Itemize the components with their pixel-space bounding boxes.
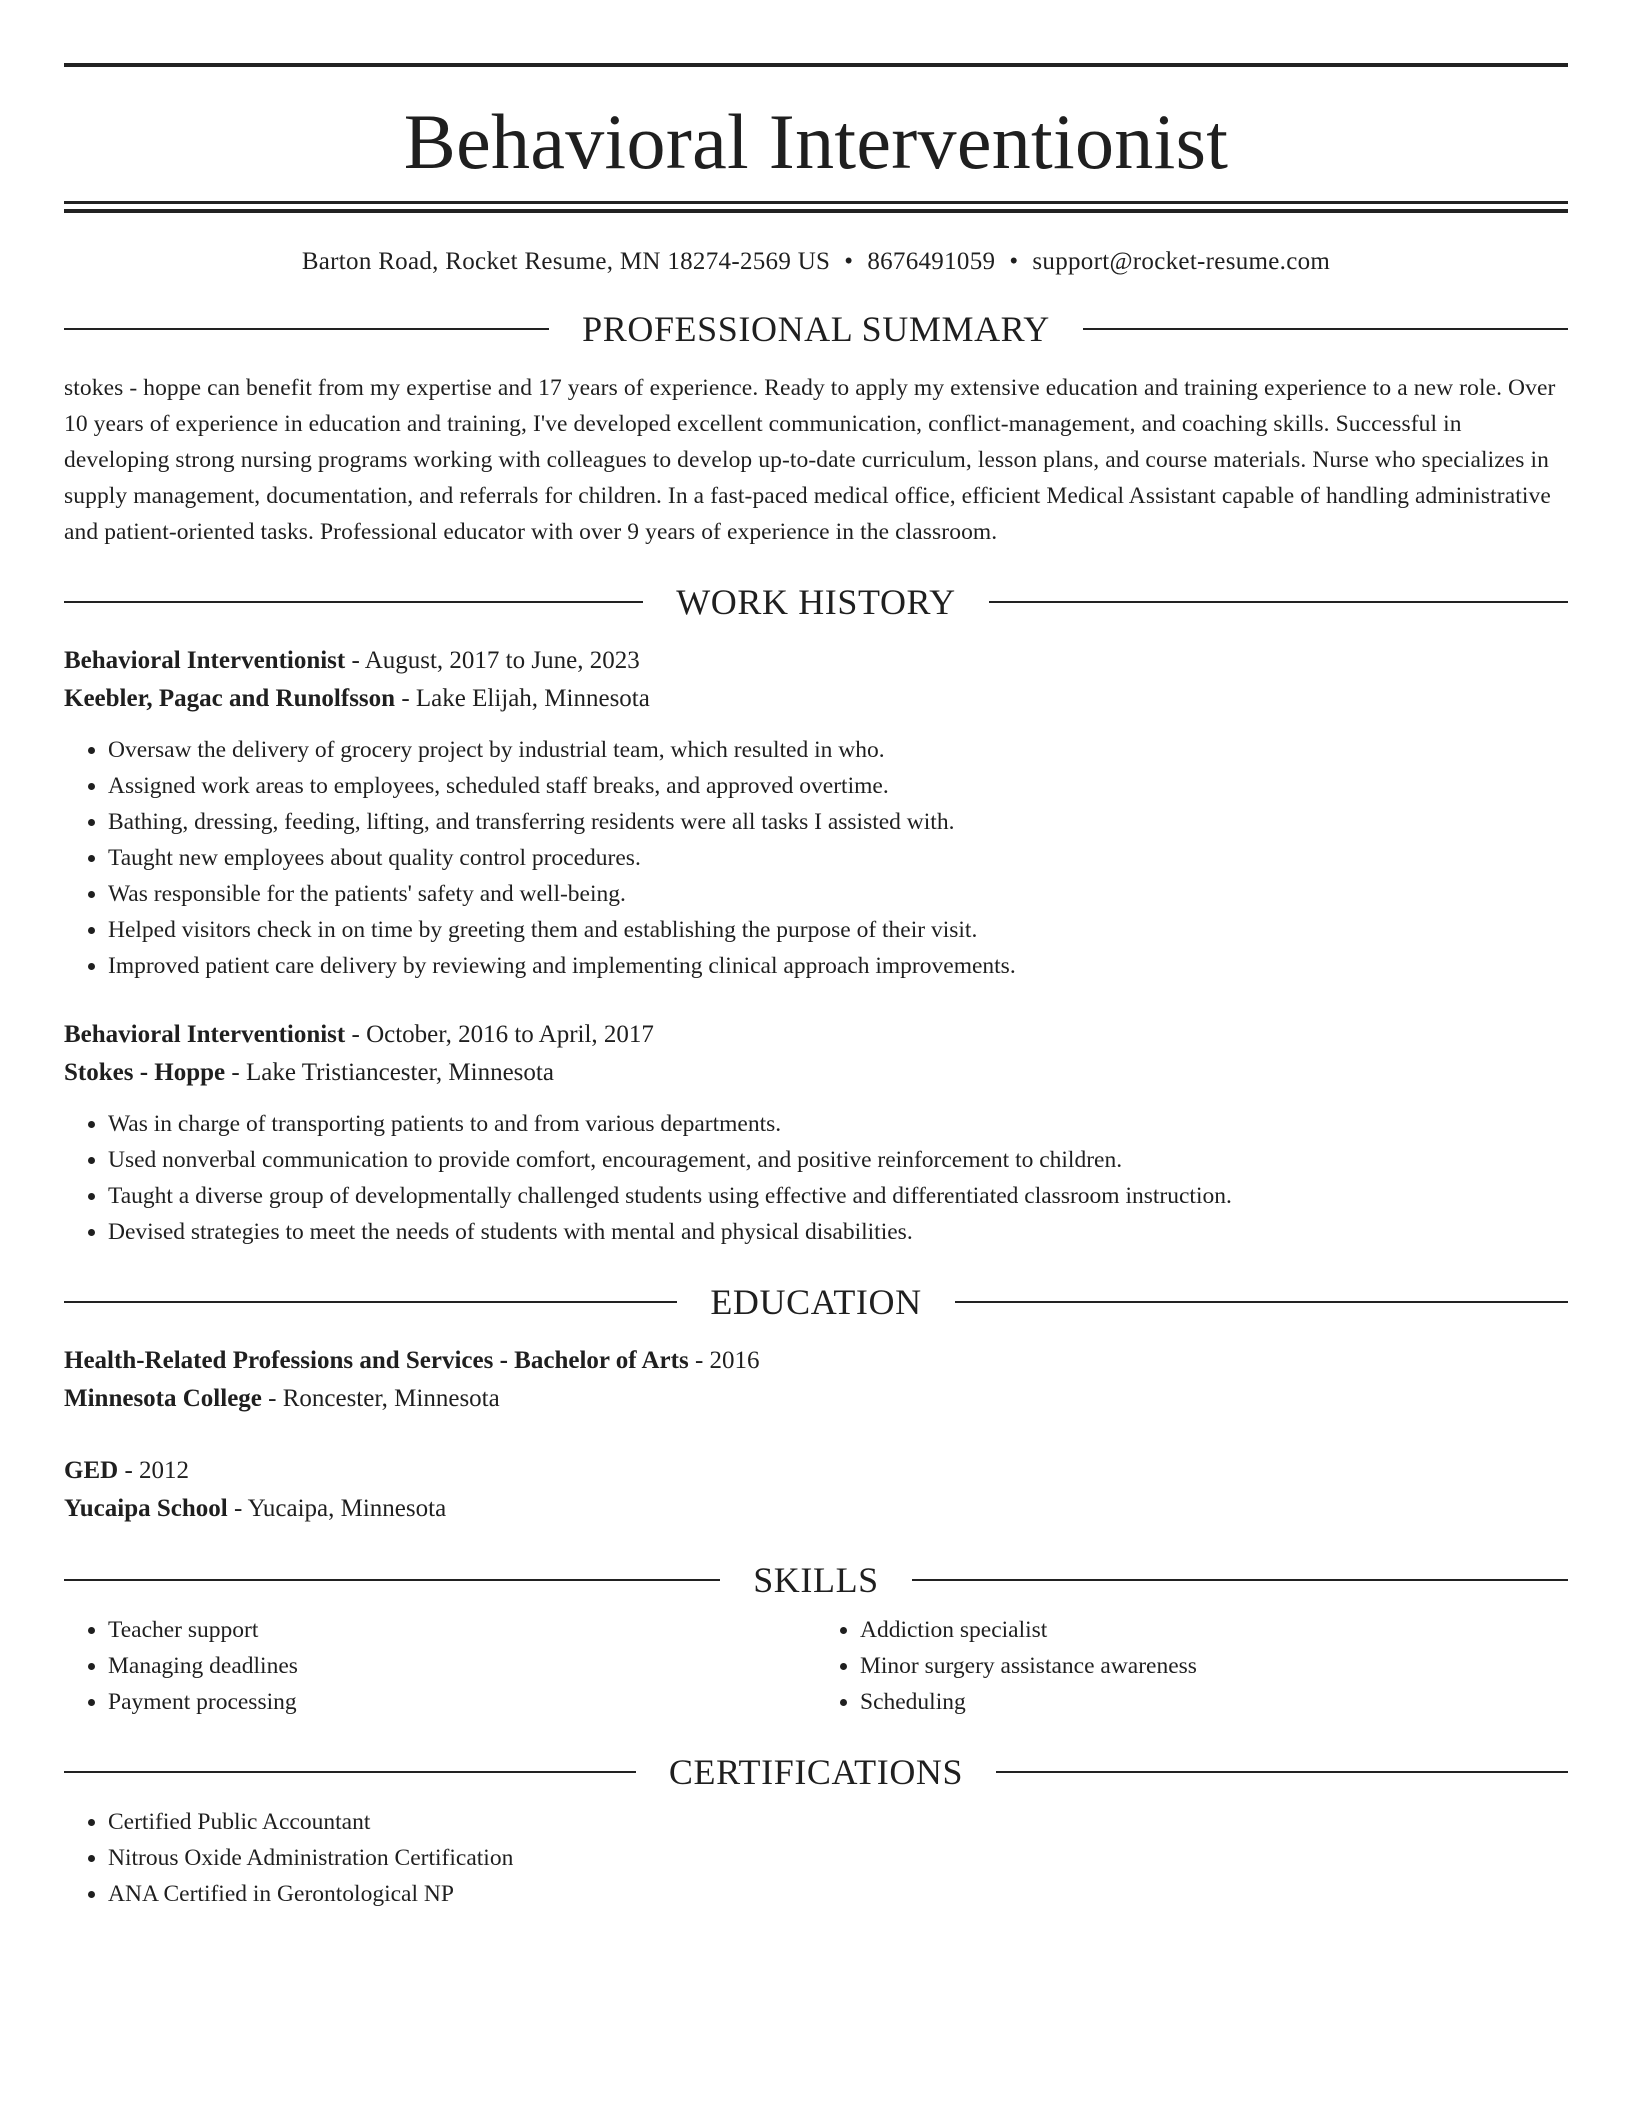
job-title-line [64, 1016, 1568, 1054]
section-header-work-history [64, 584, 1568, 620]
section-rule [64, 601, 643, 603]
list-item: • Improved patient care delivery by reviewing and implementing clinical approach improvements. [108, 948, 1568, 984]
job-company-line [64, 1054, 1568, 1092]
section-title: EDUCATION [710, 1282, 922, 1322]
job-title: Behavioral Interventionist [64, 1021, 346, 1048]
job-duties-list [64, 732, 1568, 984]
section-rule [64, 1579, 720, 1581]
skills-grid [64, 1612, 1568, 1720]
list-item: • Bathing, dressing, feeding, lifting, and transferring residents were all tasks I assisted with. [108, 804, 1568, 840]
education-degree-line [64, 1342, 1568, 1380]
list-item: • Taught a diverse group of developmentally challenged students using effective and differentiated classroom instruction. [108, 1178, 1568, 1214]
section-rule [955, 1301, 1568, 1303]
job-company: Stokes - Hoppe [64, 1059, 226, 1086]
section-title: CERTIFICATIONS [668, 1752, 964, 1792]
summary-text: stokes - hoppe can benefit from my expertise and 17 years of experience. Ready to apply my extensive education and training experience to a new role. Over 10 years of experience in education and training, I've developed excellent communication, conflict-management, and coaching skills. Successful in developing strong nursing programs working with colleagues to develop up-to-date curriculum, lesson plans, and course materials. Nurse who specializes in supply management, documentation, and referrals for children. In a fast-paced medical office, efficient Medical Assistant capable of handling administrative and patient-oriented tasks. Professional educator with over 9 years of experience in the classroom. [64, 375, 1556, 545]
section-header-education [64, 1284, 1568, 1320]
contact-phone[interactable]: 8676491059 [867, 248, 996, 275]
section-rule [912, 1579, 1568, 1581]
job-entry [64, 1016, 1568, 1250]
list-item: • Payment processing [108, 1684, 816, 1720]
job-company: Keebler, Pagac and Runolfsson [64, 685, 396, 712]
section-header-certifications [64, 1754, 1568, 1790]
section-rule [1083, 328, 1568, 330]
list-item: • Helped visitors check in on time by greeting them and establishing the purpose of their visit. [108, 912, 1568, 948]
section-header-summary [64, 311, 1568, 347]
job-entry [64, 642, 1568, 984]
skills-list-right [816, 1612, 1568, 1720]
list-item: • Minor surgery assistance awareness [860, 1648, 1568, 1684]
list-item: • Taught new employees about quality control procedures. [108, 840, 1568, 876]
candidate-name: Behavioral Interventionist [403, 98, 1229, 185]
section-rule [64, 1301, 677, 1303]
section-header-skills [64, 1562, 1568, 1598]
education-degree-line [64, 1452, 1568, 1490]
contact-separator: • [844, 248, 854, 275]
list-item: • Managing deadlines [108, 1648, 816, 1684]
education-school: Minnesota College [64, 1385, 262, 1412]
list-item: • Oversaw the delivery of grocery project by industrial team, which resulted in who. [108, 732, 1568, 768]
section-title: SKILLS [753, 1560, 879, 1600]
education-location: - Yucaipa, Minnesota [227, 1495, 447, 1522]
list-item: • Addiction specialist [860, 1612, 1568, 1648]
section-rule [64, 1771, 636, 1773]
education-school-line [64, 1490, 1568, 1528]
education-school-line [64, 1380, 1568, 1418]
job-dates: - October, 2016 to April, 2017 [345, 1021, 654, 1048]
job-title-line [64, 642, 1568, 680]
section-title: PROFESSIONAL SUMMARY [582, 309, 1050, 349]
education-degree: GED [64, 1457, 119, 1484]
list-item: • ANA Certified in Gerontological NP [108, 1876, 1568, 1912]
job-location: - Lake Elijah, Minnesota [395, 685, 650, 712]
job-title: Behavioral Interventionist [64, 647, 346, 674]
list-item: • Used nonverbal communication to provide comfort, encouragement, and positive reinforcement to children. [108, 1142, 1568, 1178]
header-double-rule [64, 201, 1568, 213]
education-location: - Roncester, Minnesota [261, 1385, 500, 1412]
section-rule [64, 328, 549, 330]
section-rule [989, 601, 1568, 603]
section-rule [996, 1771, 1568, 1773]
job-duties-list [64, 1106, 1568, 1250]
education-school: Yucaipa School [64, 1495, 228, 1522]
list-item: • Certified Public Accountant [108, 1804, 1568, 1840]
list-item: • Nitrous Oxide Administration Certification [108, 1840, 1568, 1876]
list-item: • Was in charge of transporting patients to and from various departments. [108, 1106, 1568, 1142]
header-top-rule [64, 63, 1568, 67]
education-year: - 2012 [118, 1457, 190, 1484]
job-location: - Lake Tristiancester, Minnesota [225, 1059, 554, 1086]
list-item: • Assigned work areas to employees, scheduled staff breaks, and approved overtime. [108, 768, 1568, 804]
contact-separator: • [1009, 248, 1019, 275]
list-item: • Teacher support [108, 1612, 816, 1648]
contact-line [64, 247, 1568, 277]
education-degree: Health-Related Professions and Services - Bachelor of Arts [64, 1347, 689, 1374]
contact-email[interactable]: support@rocket-resume.com [1032, 248, 1331, 275]
list-item: • Scheduling [860, 1684, 1568, 1720]
certifications-list [64, 1804, 1568, 1912]
job-dates: - August, 2017 to June, 2023 [345, 647, 640, 674]
education-entry [64, 1452, 1568, 1528]
list-item: • Was responsible for the patients' safety and well-being. [108, 876, 1568, 912]
job-company-line [64, 680, 1568, 718]
education-year: - 2016 [688, 1347, 760, 1374]
list-item: • Devised strategies to meet the needs of students with mental and physical disabilities. [108, 1214, 1568, 1250]
skills-list-left [64, 1612, 816, 1720]
contact-address: Barton Road, Rocket Resume, MN 18274-2569 US [301, 248, 831, 275]
education-entry [64, 1342, 1568, 1418]
section-title: WORK HISTORY [676, 582, 956, 622]
